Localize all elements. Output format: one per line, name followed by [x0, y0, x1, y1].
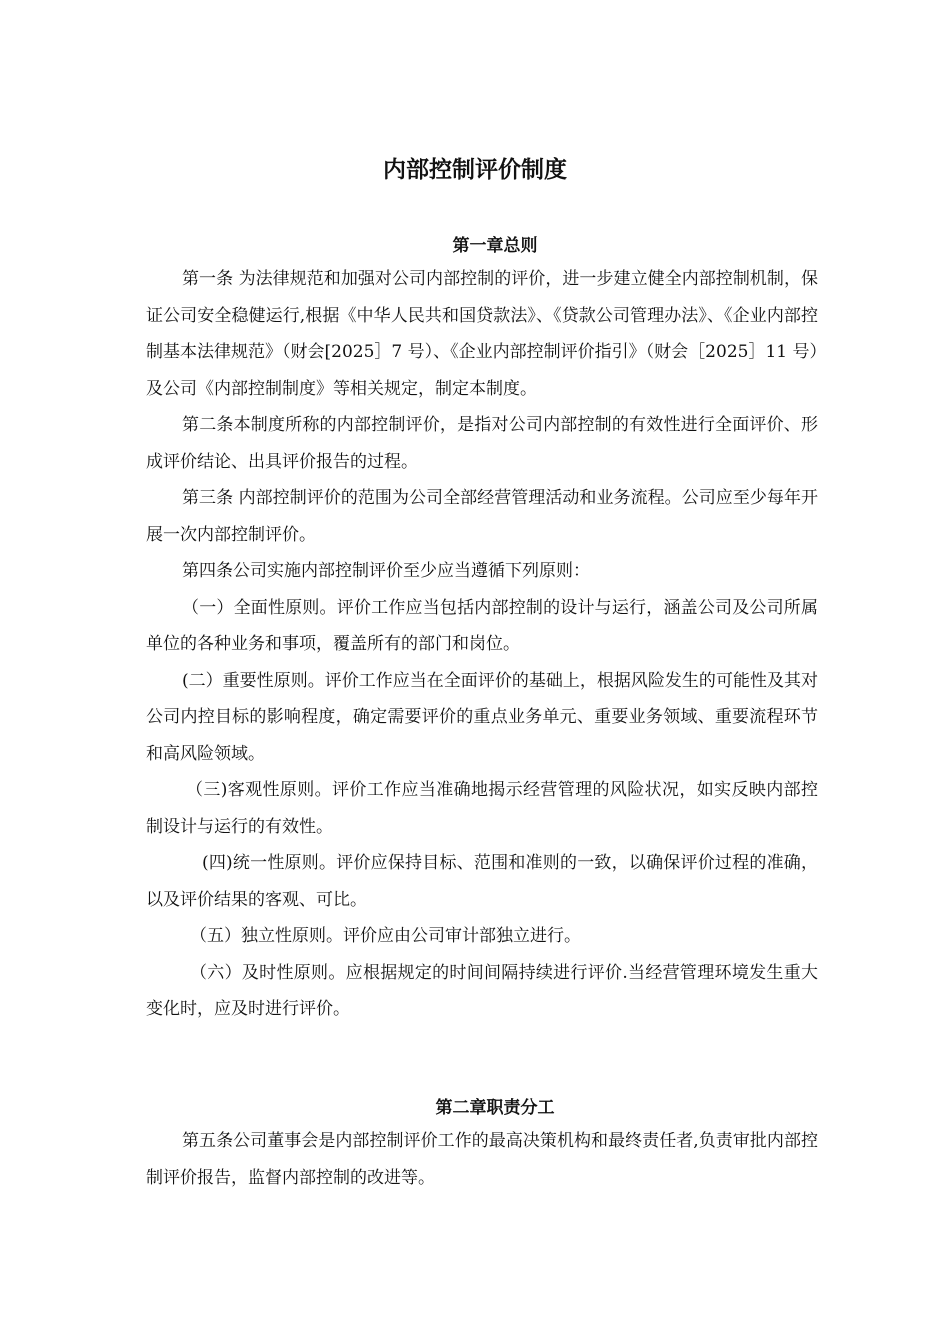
- principle-paragraph: (四)统一性原则。评价应保持目标、范围和准则的一致，以确保评价过程的准确，以及评价结果的客观、可比。: [146, 853, 818, 910]
- chapter-body: [146, 261, 818, 1028]
- principle-paragraph: （五）独立性原则。评价应由公司审计部独立进行。: [190, 926, 581, 946]
- principle-paragraph: （一）全面性原则。评价工作应当包括内部控制的设计与运行，涵盖公司及公司所属单位的各种业务和事项，覆盖所有的部门和岗位。: [146, 597, 818, 654]
- article-paragraph: 第二条本制度所称的内部控制评价，是指对公司内部控制的有效性进行全面评价、形成评价结论、出具评价报告的过程。: [146, 415, 818, 472]
- principle-paragraph: （三)客观性原则。评价工作应当准确地揭示经营管理的风险状况，如实反映内部控制设计与运行的有效性。: [146, 780, 818, 837]
- chapter-body: [146, 1123, 818, 1196]
- article-paragraph: 第一条 为法律规范和加强对公司内部控制的评价，进一步建立健全内部控制机制，保证公司安全稳健运行,根据《中华人民共和国贷款法》、《贷款公司管理办法》、《企业内部控制基本法律规范》（财会[2025］7 号）、《企业内部控制评价指引》（财会［2025］11 号）及公司《内部控制制度》等相关规定，制定本制度。: [146, 269, 818, 399]
- chapter-heading: 第二章职责分工: [435, 1098, 555, 1118]
- article-paragraph: 第五条公司董事会是内部控制评价工作的最高决策机构和最终责任者,负责审批内部控制评价报告，监督内部控制的改进等。: [146, 1131, 818, 1188]
- article-paragraph: 第四条公司实施内部控制评价至少应当遵循下列原则：: [182, 561, 590, 581]
- chapter-heading: 第一章总则: [452, 236, 538, 256]
- principle-paragraph: （六）及时性原则。应根据规定的时间间隔持续进行评价.当经营管理环境发生重大变化时，应及时进行评价。: [146, 962, 818, 1019]
- principle-paragraph: (二）重要性原则。评价工作应当在全面评价的基础上，根据风险发生的可能性及其对公司内控目标的影响程度，确定需要评价的重点业务单元、重要业务领域、重要流程环节和高风险领域。: [146, 670, 818, 764]
- article-paragraph: 第三条 内部控制评价的范围为公司全部经营管理活动和业务流程。公司应至少每年开展一次内部控制评价。: [146, 488, 818, 545]
- document-title: 内部控制评价制度: [383, 157, 567, 183]
